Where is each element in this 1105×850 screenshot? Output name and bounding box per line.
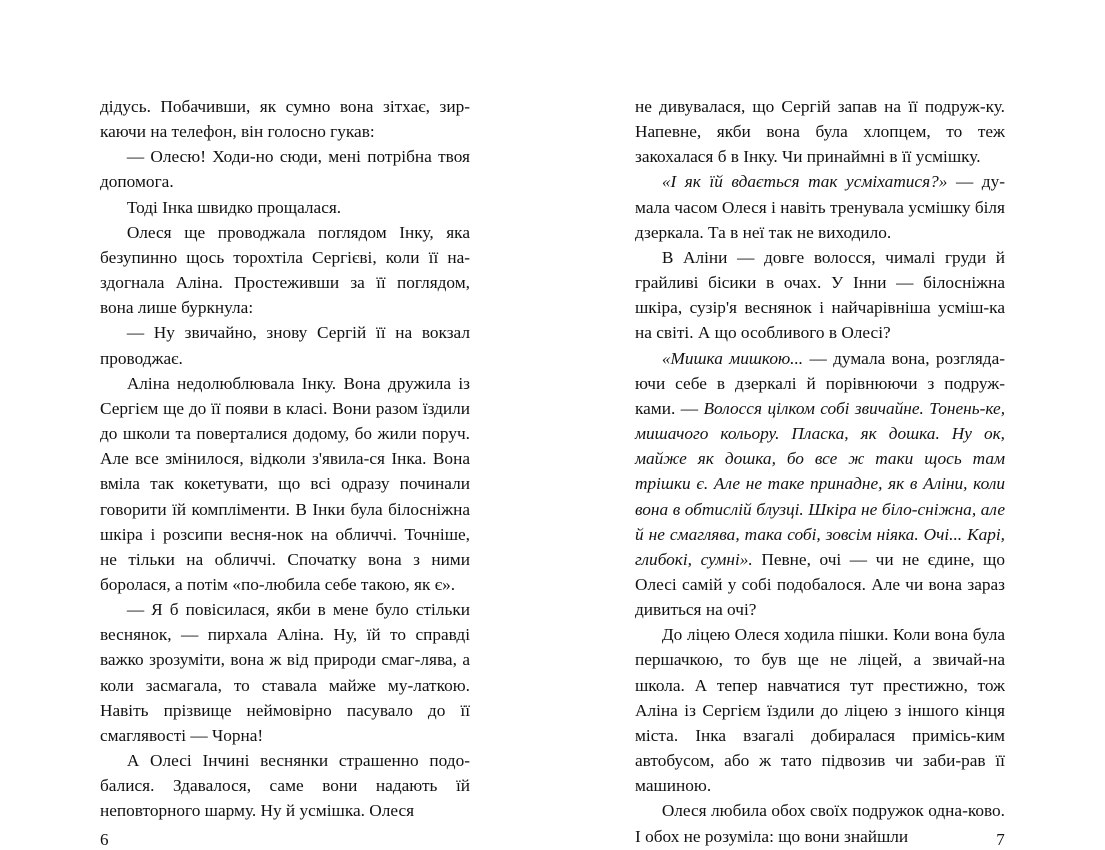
paragraph: «Мишка мишкою... — думала вона, розгляда-ючи себе в дзеркалі й порівнюючи з подруж-ками. — Волосся цілком собі звичайне. Тонень-ке, мишачого кольору. Пласка, як дошка. Ну ок, майже як дошка, бо все ж таки щось там трішки є. Але не таке принадне, як в Аліни, коли вона в обтислій блузці. Шкіра не біло-сніжна, але й не смаглява, така собі, зовсім ніяка. Очі... Карі, глибокі, сумні». Певне, очі — чи не єдине, що Олесі самій у собі подобалося. Але чи вона зараз дивиться на очі? — [635, 348, 1006, 620]
paragraph: Олеся любила обох своїх подружок одна-ково. І обох не розуміла: що вони знайшли — [635, 801, 1005, 846]
paragraph: — Я б повісилася, якби в мене було стільки веснянок, — пирхала Аліна. Ну, їй то справді важко зрозуміти, вона ж від природи смаг-лява, а коли засмагала, то ставала майже му-латкою. Навіть прізвище неймовірно пасувало до її смаглявості — Чорна! — [100, 600, 470, 745]
page-number-left: 6 — [100, 830, 109, 849]
page-number-right: 7 — [996, 830, 1005, 849]
page-left-text-column — [100, 94, 470, 824]
page-left — [100, 94, 470, 849]
page-right — [635, 94, 1006, 849]
paragraph: До ліцею Олеся ходила пішки. Коли вона була першачкою, то був ще не ліцей, а звичай-на школа. А тепер навчатися тут престижно, тож Аліна із Сергієм їздили до ліцею з іншого кінця міста. Інка взагалі добиралася примісь-ким автобусом, або ж тато підвозив чи заби-рав її машиною. — [635, 625, 1005, 796]
paragraph: «І як їй вдається так усміхатися?» — ду-мала часом Олеся і навіть тренувала усмішку біля дзеркала. Та в неї так не виходило. — [635, 172, 1005, 242]
paragraph: Аліна недолюблювала Інку. Вона дружила із Сергієм ще до її появи в класі. Вони разом їздили до школи та поверталися додому, бо жили поруч. Але все змінилося, відколи з'явила-ся Інка. Вона вміла так кокетувати, що всі одразу починали говорити їй компліменти. В Інки була білосніжна шкіра і розсипи весня-нок на обличчі. Точніше, не тільки на обличчі. Спочатку вона з ними боролася, а потім «по-любила себе такою, як є». — [100, 373, 470, 594]
paragraph: — Ну звичайно, знову Сергій її на вокзал проводжає. — [100, 323, 470, 368]
paragraph: — Олесю! Ходи-но сюди, мені потрібна твоя допомога. — [100, 147, 470, 192]
paragraph: В Аліни — довге волосся, чималі груди й грайливі бісики в очах. У Інни — білосніжна шкіра, сузір'я веснянок і найчарівніша усміш-ка на світі. А що особливого в Олесі? — [635, 247, 1005, 343]
paragraph: А Олесі Інчині веснянки страшенно подо-балися. Здавалося, саме вони надають їй неповторного шарму. Ну й усмішка. Олеся — [100, 751, 470, 821]
page-right-text-column — [635, 94, 1005, 849]
paragraph: Олеся ще проводжала поглядом Інку, яка безупинно щось торохтіла Сергієві, коли її на-здогнала Аліна. Простеживши за її поглядом, вона лише буркнула: — [100, 222, 470, 318]
paragraph: Тоді Інка швидко прощалася. — [126, 197, 342, 217]
paragraph: не дивувалася, що Сергій запав на її подруж-ку. Напевне, якби вона була хлопцем, то теж закохалася б в Інку. Чи принаймні в її усмішку. — [635, 97, 1005, 167]
paragraph: дідусь. Побачивши, як сумно вона зітхає, зир-каючи на телефон, він голосно гукав: — [100, 97, 470, 142]
